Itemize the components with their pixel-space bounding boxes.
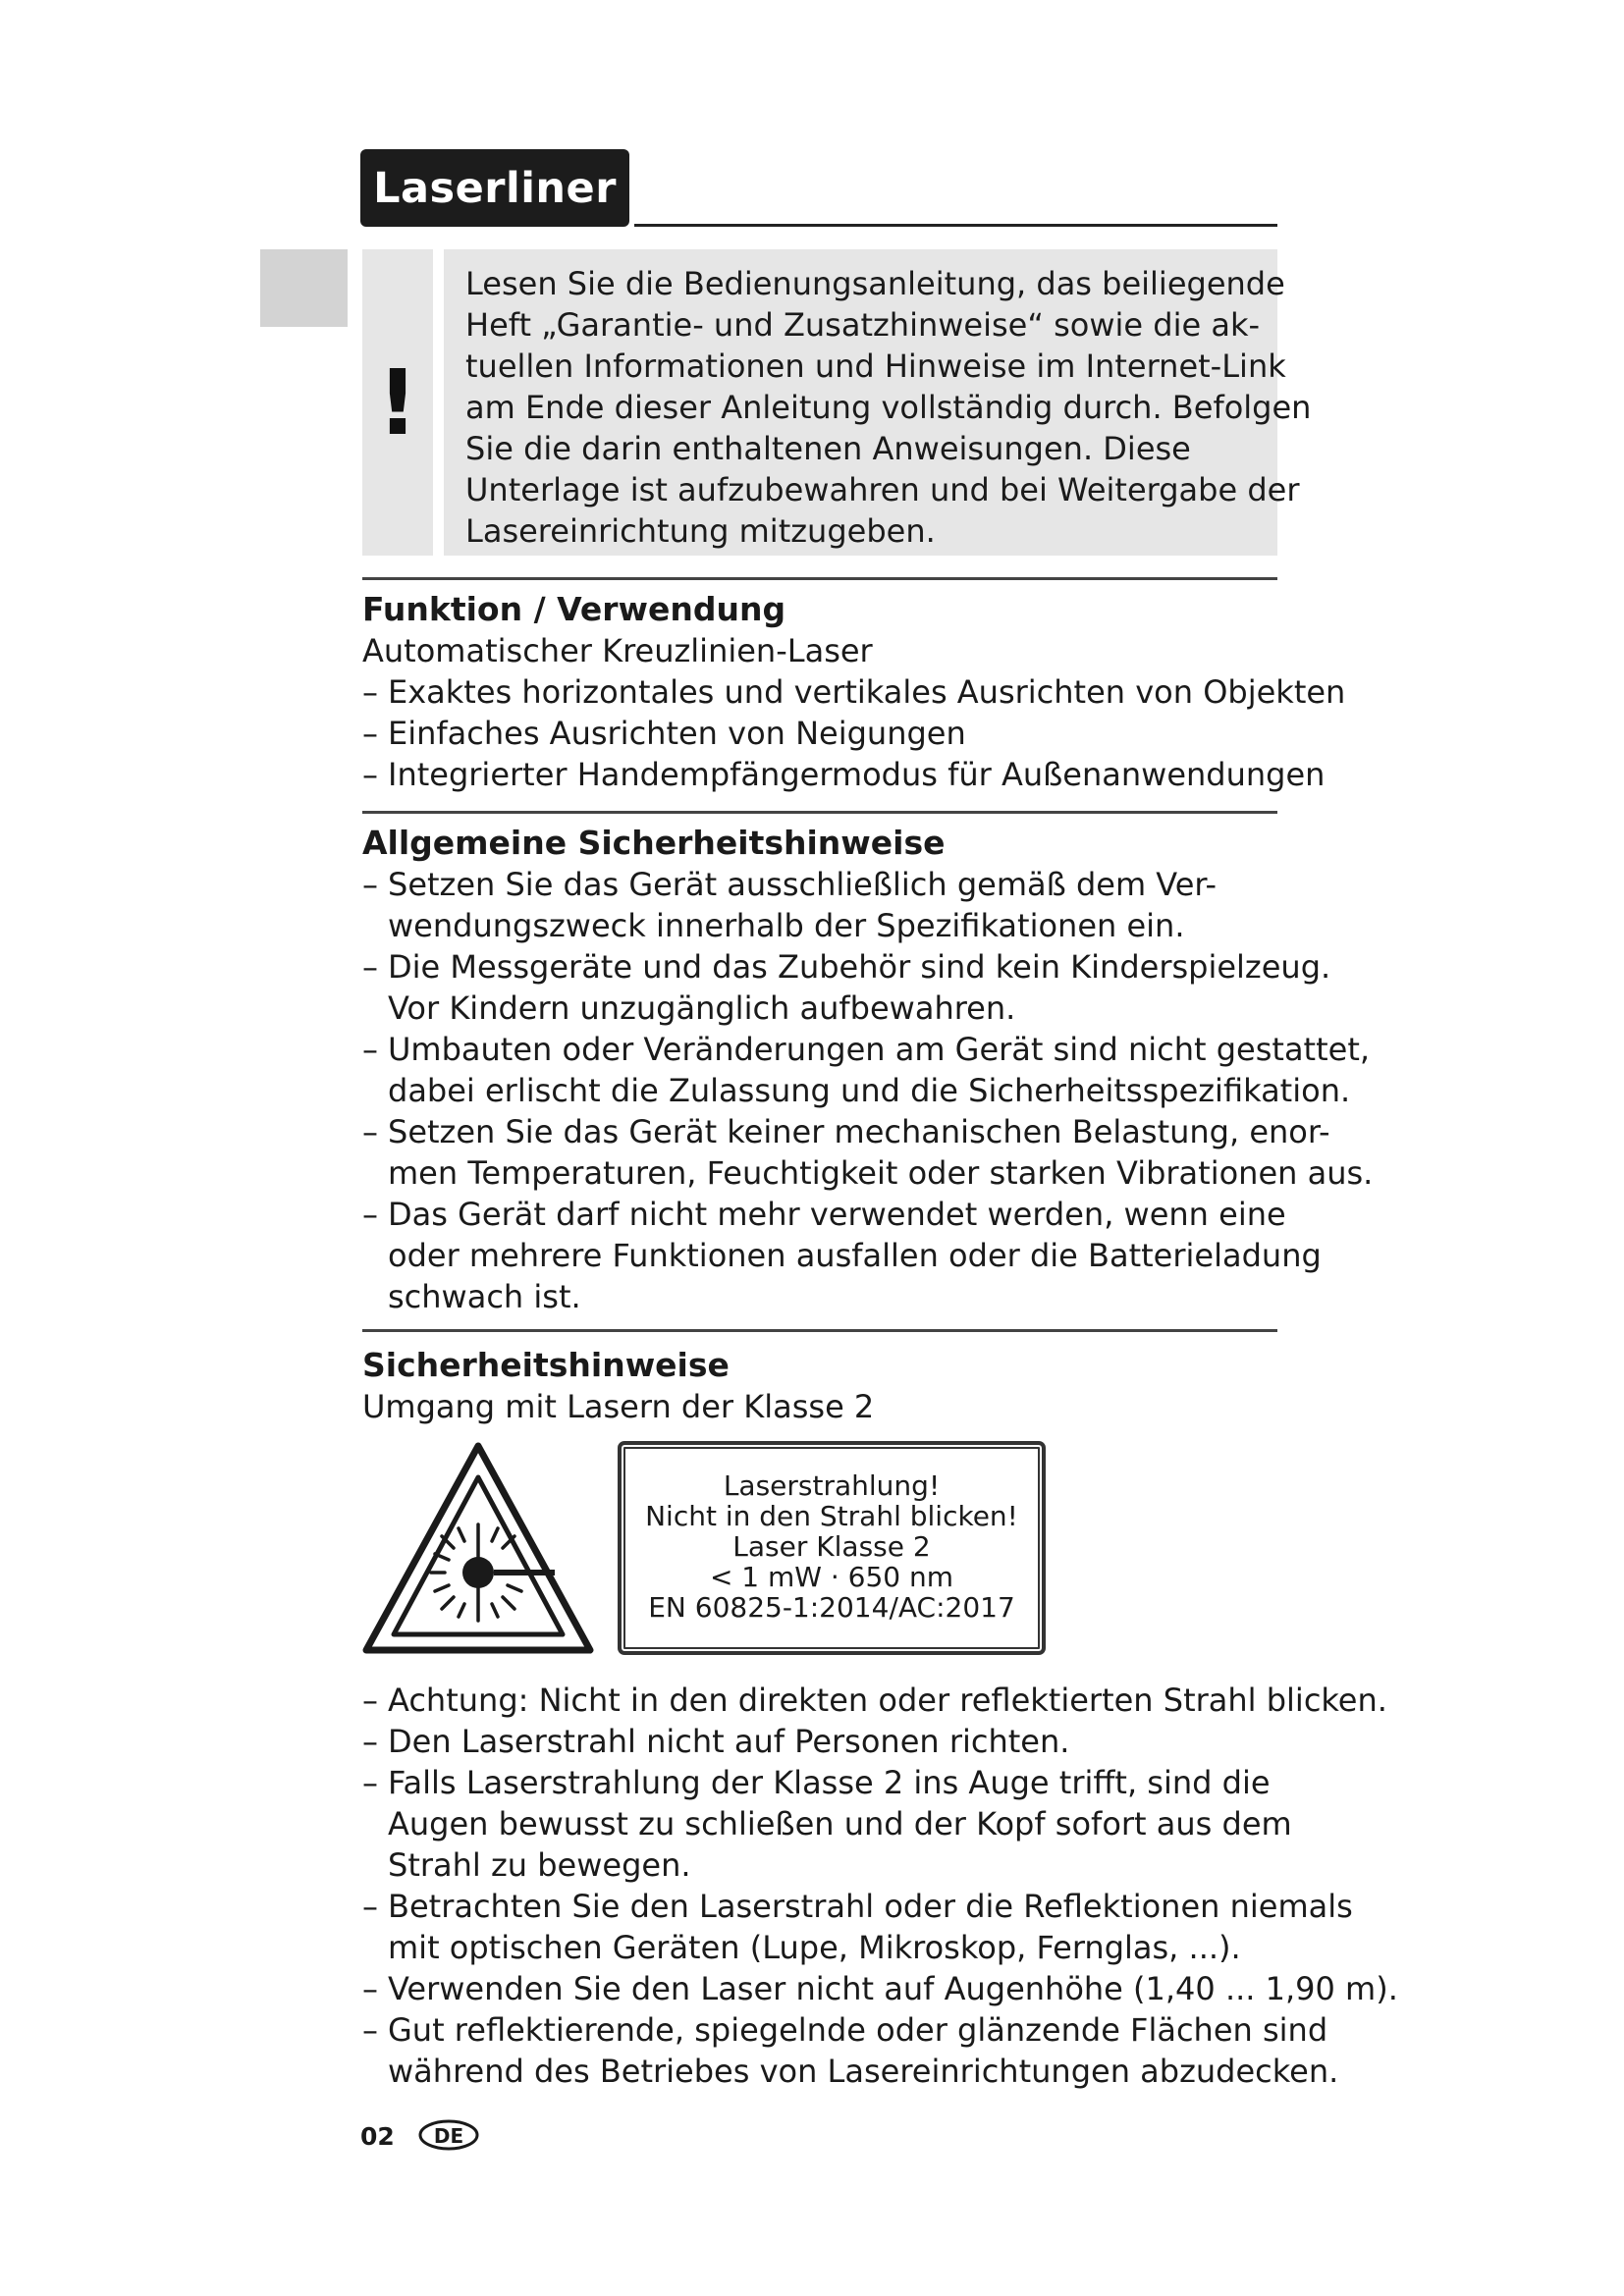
notice-line: Unterlage ist aufzubewahren und bei Weitergabe der [465,471,1300,508]
list-item: – Verwenden Sie den Laser nicht auf Augenhöhe (1,40 ... 1,90 m). [362,1970,1398,2007]
bullet-list [362,1680,1398,2092]
label-line: EN 60825-1:2014/AC:2017 [648,1591,1015,1624]
language-badge-label: DE [433,2124,464,2148]
notice-line: tuellen Informationen und Hinweise im Internet-Link [465,347,1286,385]
section-allgemein [362,823,1374,1317]
list-item: – Das Gerät darf nicht mehr verwendet werden, wenn eine oder mehrere Funktionen ausfallen oder die Batterieladung schwach ist. [362,1196,1322,1315]
label-line: Laserstrahlung! [723,1469,941,1502]
bullet-list [362,864,1374,1317]
notice-line: Heft „Garantie- und Zusatzhinweise“ sowie die ak- [465,306,1261,344]
notice-line: Sie die darin enthaltenen Anweisungen. Diese [465,430,1191,467]
section-sicherheit [362,1345,1315,1427]
section-funktion [362,589,1346,795]
notice-line: Lesen Sie die Bedienungsanleitung, das beiliegende [465,265,1285,302]
section-divider [362,577,1277,580]
header-rule [634,224,1277,227]
list-item: – Umbauten oder Veränderungen am Gerät sind nicht gestattet, dabei erlischt die Zulassung und die Sicherheitsspezifikation. [362,1031,1371,1109]
page-number: 02 [360,2122,395,2151]
brand-logo: Laserliner [360,149,629,227]
section-title: Allgemeine Sicherheitshinweise [362,824,946,862]
list-item: – Den Laserstrahl nicht auf Personen richten. [362,1723,1070,1760]
notice-box [444,249,1312,556]
section-title: Funktion / Verwendung [362,590,786,628]
section-laser-hinweise [362,1680,1398,2092]
section-subtitle: Automatischer Kreuzlinien-Laser [362,632,873,669]
list-item: – Betrachten Sie den Laserstrahl oder die Reflektionen niemals mit optischen Geräten (Lupe, Mikroskop, Fernglas, ...). [362,1888,1353,1966]
laser-class-label [618,1441,1046,1655]
label-line: < 1 mW · 650 nm [709,1561,954,1593]
list-item: – Setzen Sie das Gerät ausschließlich gemäß dem Ver- wendungszweck innerhalb der Spezifikationen ein. [362,866,1218,944]
section-subtitle: Umgang mit Lasern der Klasse 2 [362,1388,875,1425]
list-item: – Integrierter Handempfängermodus für Außenanwendungen [362,756,1326,793]
section-divider [362,811,1277,814]
list-item: – Die Messgeräte und das Zubehör sind kein Kinderspielzeug. Vor Kindern unzugänglich aufbewahren. [362,948,1331,1027]
list-item: – Einfaches Ausrichten von Neigungen [362,715,966,752]
list-item: – Gut reflektierende, spiegelnde oder glänzende Flächen sind während des Betriebes von Lasereinrichtungen abzudecken. [362,2011,1339,2090]
side-tab-marker [260,249,348,327]
language-badge-de [418,2118,479,2152]
notice-line: Lasereinrichtung mitzugeben. [465,512,936,550]
list-item: – Achtung: Nicht in den direkten oder reflektierten Strahl blicken. [362,1682,1387,1719]
section-divider [362,1329,1277,1332]
label-line: Laser Klasse 2 [732,1530,931,1563]
list-item: – Falls Laserstrahlung der Klasse 2 ins Auge trifft, sind die Augen bewusst zu schließen und der Kopf sofort aus dem Strahl zu bewegen. [362,1764,1292,1884]
section-title: Sicherheitshinweise [362,1346,730,1384]
laser-warning-icon [360,1440,596,1658]
label-line: Nicht in den Strahl blicken! [645,1500,1018,1532]
bullet-list [362,671,1346,795]
notice-line: am Ende dieser Anleitung vollständig durch. Befolgen [465,389,1312,426]
list-item: – Exaktes horizontales und vertikales Ausrichten von Objekten [362,673,1346,711]
exclamation-icon: ! [362,249,433,556]
list-item: – Setzen Sie das Gerät keiner mechanischen Belastung, enor- men Temperaturen, Feuchtigkeit oder starken Vibrationen aus. [362,1113,1374,1192]
